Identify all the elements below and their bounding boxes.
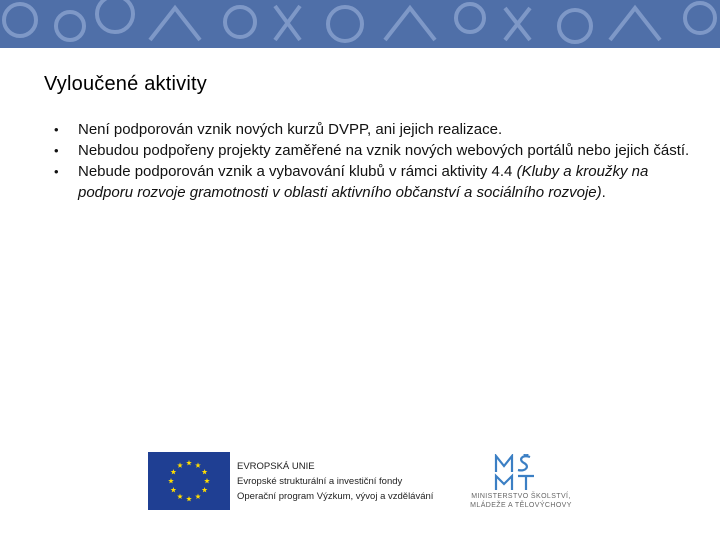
eu-star xyxy=(177,494,183,499)
header-banner xyxy=(0,0,720,48)
msmt-line-1: MINISTERSTVO ŠKOLSTVÍ, xyxy=(471,493,571,500)
eu-line-2: Evropské strukturální a investiční fondy xyxy=(237,476,403,487)
slide-title: Vyloučené aktivity xyxy=(44,73,207,95)
bullet-item xyxy=(54,140,704,161)
eu-flag-icon xyxy=(148,452,230,510)
eu-star xyxy=(202,469,208,474)
bullet-item xyxy=(54,119,704,140)
banner-pattern xyxy=(0,0,720,48)
bullet-marker: • xyxy=(54,122,59,137)
msmt-line-2: MLÁDEŽE A TĚLOVÝCHOVY xyxy=(470,502,572,509)
eu-star xyxy=(186,460,192,465)
bullet-text: Nebudou podpořeny projekty zaměřené na vznik nových webových portálů nebo jejich částí. xyxy=(78,142,690,159)
eu-star xyxy=(171,469,177,474)
bullet-list xyxy=(54,119,704,203)
bullet-marker: • xyxy=(54,143,59,158)
eu-star xyxy=(195,494,201,499)
eu-star xyxy=(202,487,208,492)
bullet-italic-text: (Kluby a kroužky na podporu rozvoje gramotnosti v oblasti aktivního občanství a sociálního rozvoje) xyxy=(78,163,649,201)
bullet-text: Nebude podporován vznik a vybavování klubů v rámci aktivity 4.4 xyxy=(78,163,517,180)
eu-star xyxy=(204,478,210,483)
eu-star xyxy=(168,478,174,483)
bullet-marker: • xyxy=(54,164,59,179)
eu-star xyxy=(186,496,192,501)
msmt-logo-icon xyxy=(492,454,538,492)
eu-line-1: EVROPSKÁ UNIE xyxy=(237,461,315,472)
eu-line-3: Operační program Výzkum, vývoj a vzdělávání xyxy=(237,491,434,502)
eu-star xyxy=(195,462,201,467)
eu-star xyxy=(171,487,177,492)
bullet-item xyxy=(54,161,704,203)
eu-logo-text xyxy=(237,459,433,504)
bullet-text-end: . xyxy=(601,184,606,201)
msmt-logo-text xyxy=(462,492,580,510)
eu-star xyxy=(177,462,183,467)
bullet-text: Není podporován vznik nových kurzů DVPP, ani jejich realizace. xyxy=(78,121,503,138)
